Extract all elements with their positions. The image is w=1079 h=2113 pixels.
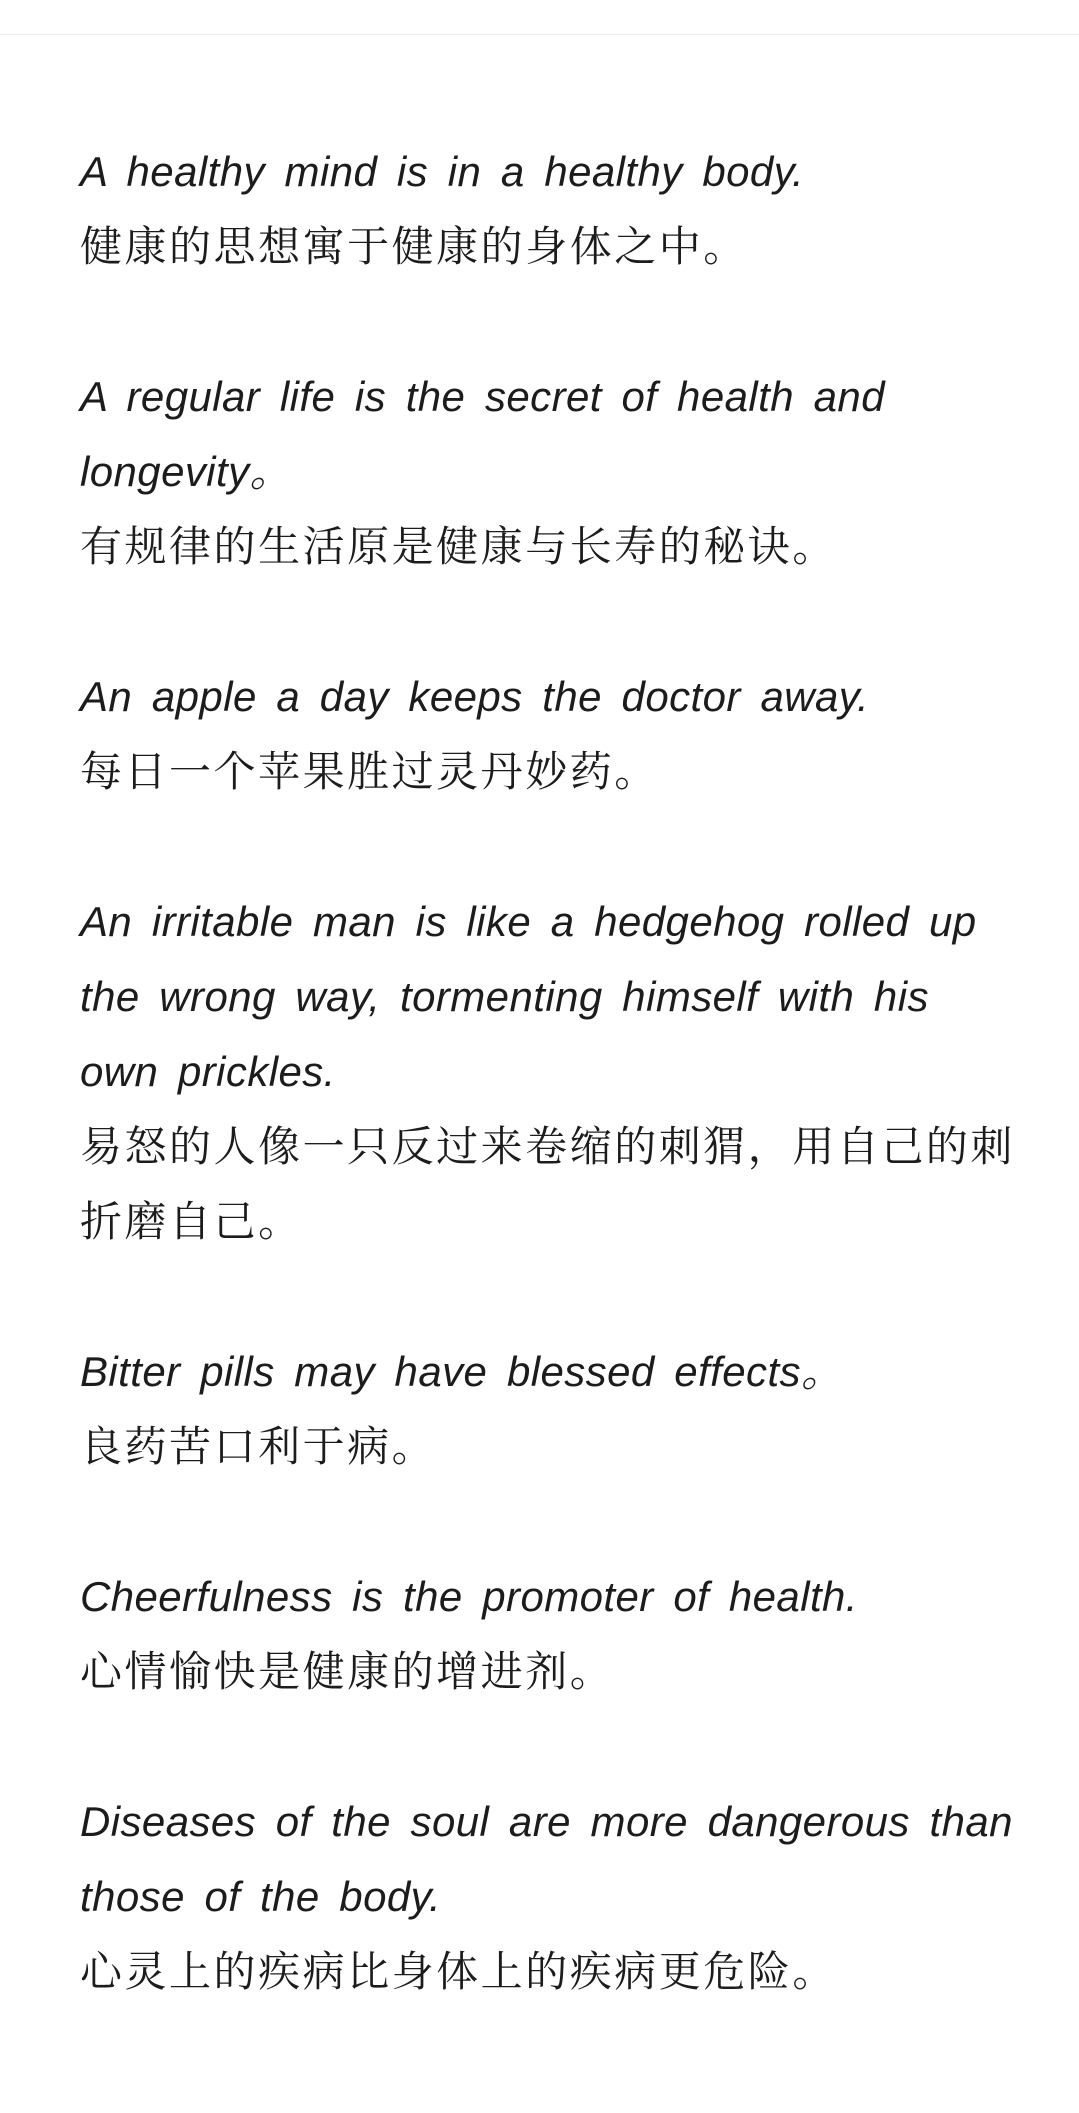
proverb-chinese-line: 有规律的生活原是健康与长寿的秘诀。 [80, 523, 837, 570]
proverb-english-line: Cheerfulness is the promoter of health. [80, 1573, 858, 1620]
proverb-entry [80, 359, 1039, 584]
proverb-english-line: Diseases of the soul are more dangerous than [80, 1798, 1013, 1845]
proverb-chinese-line: 心情愉快是健康的增进剂。 [80, 1648, 615, 1695]
proverb-entry [80, 134, 1039, 284]
proverb-english-line: longevity。 [80, 448, 292, 495]
proverb-english-line: An irritable man is like a hedgehog rolled up [80, 898, 977, 945]
proverb-chinese-line: 心灵上的疾病比身体上的疾病更危险。 [80, 1948, 837, 1995]
proverb-chinese-line: 折磨自己。 [80, 1198, 303, 1245]
proverb-english-line: A regular life is the secret of health and [80, 373, 885, 420]
proverb-english-line: those of the body. [80, 1873, 442, 1920]
proverb-english-line: A healthy mind is in a healthy body. [80, 148, 805, 195]
proverb-english-line: own prickles. [80, 1048, 336, 1095]
proverb-chinese-line: 每日一个苹果胜过灵丹妙药。 [80, 748, 659, 795]
proverb-entry [80, 1559, 1039, 1709]
proverb-english-line: the wrong way, tormenting himself with his [80, 973, 929, 1020]
proverb-list [0, 35, 1079, 2009]
proverb-chinese-line: 良药苦口利于病。 [80, 1423, 437, 1470]
top-divider [0, 0, 1079, 35]
proverb-english-line: An apple a day keeps the doctor away. [80, 673, 870, 720]
proverb-entry [80, 884, 1039, 1259]
proverb-entry [80, 1334, 1039, 1484]
proverb-entry [80, 659, 1039, 809]
proverb-chinese-line: 易怒的人像一只反过来卷缩的刺猬，用自己的刺 [80, 1123, 1015, 1170]
proverb-chinese-line: 健康的思想寓于健康的身体之中。 [80, 223, 748, 270]
proverb-entry [80, 1784, 1039, 2009]
proverb-english-line: Bitter pills may have blessed effects。 [80, 1348, 844, 1395]
